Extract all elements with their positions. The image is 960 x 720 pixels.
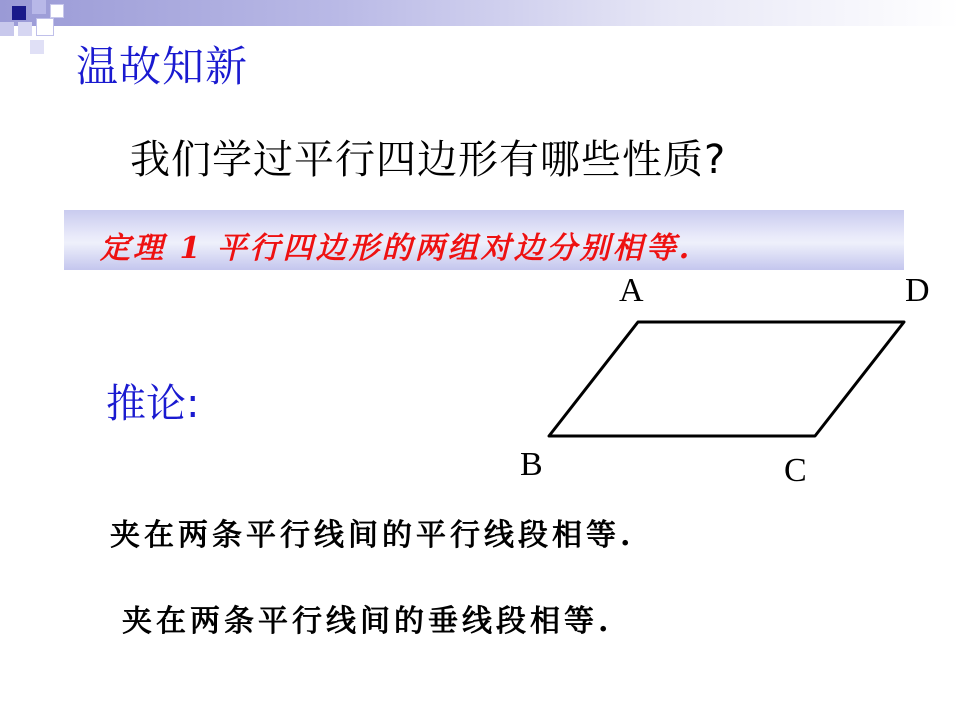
parallelogram-abcd	[549, 322, 904, 436]
slide-title: 温故知新	[76, 42, 249, 91]
vertex-d-label: D	[905, 272, 930, 309]
corollary-1-text: 夹在两条平行线间的平行线段相等.	[110, 518, 635, 553]
theorem-text: 定理 1 平行四边形的两组对边分别相等.	[100, 231, 693, 266]
question-text: 我们学过平行四边形有哪些性质?	[130, 137, 727, 183]
vertex-c-label: C	[784, 452, 807, 489]
corollary-label: 推论:	[106, 381, 200, 427]
corollary-2-text: 夹在两条平行线间的垂线段相等.	[122, 604, 613, 639]
vertex-b-label: B	[520, 446, 543, 483]
vertex-a-label: A	[619, 272, 644, 309]
